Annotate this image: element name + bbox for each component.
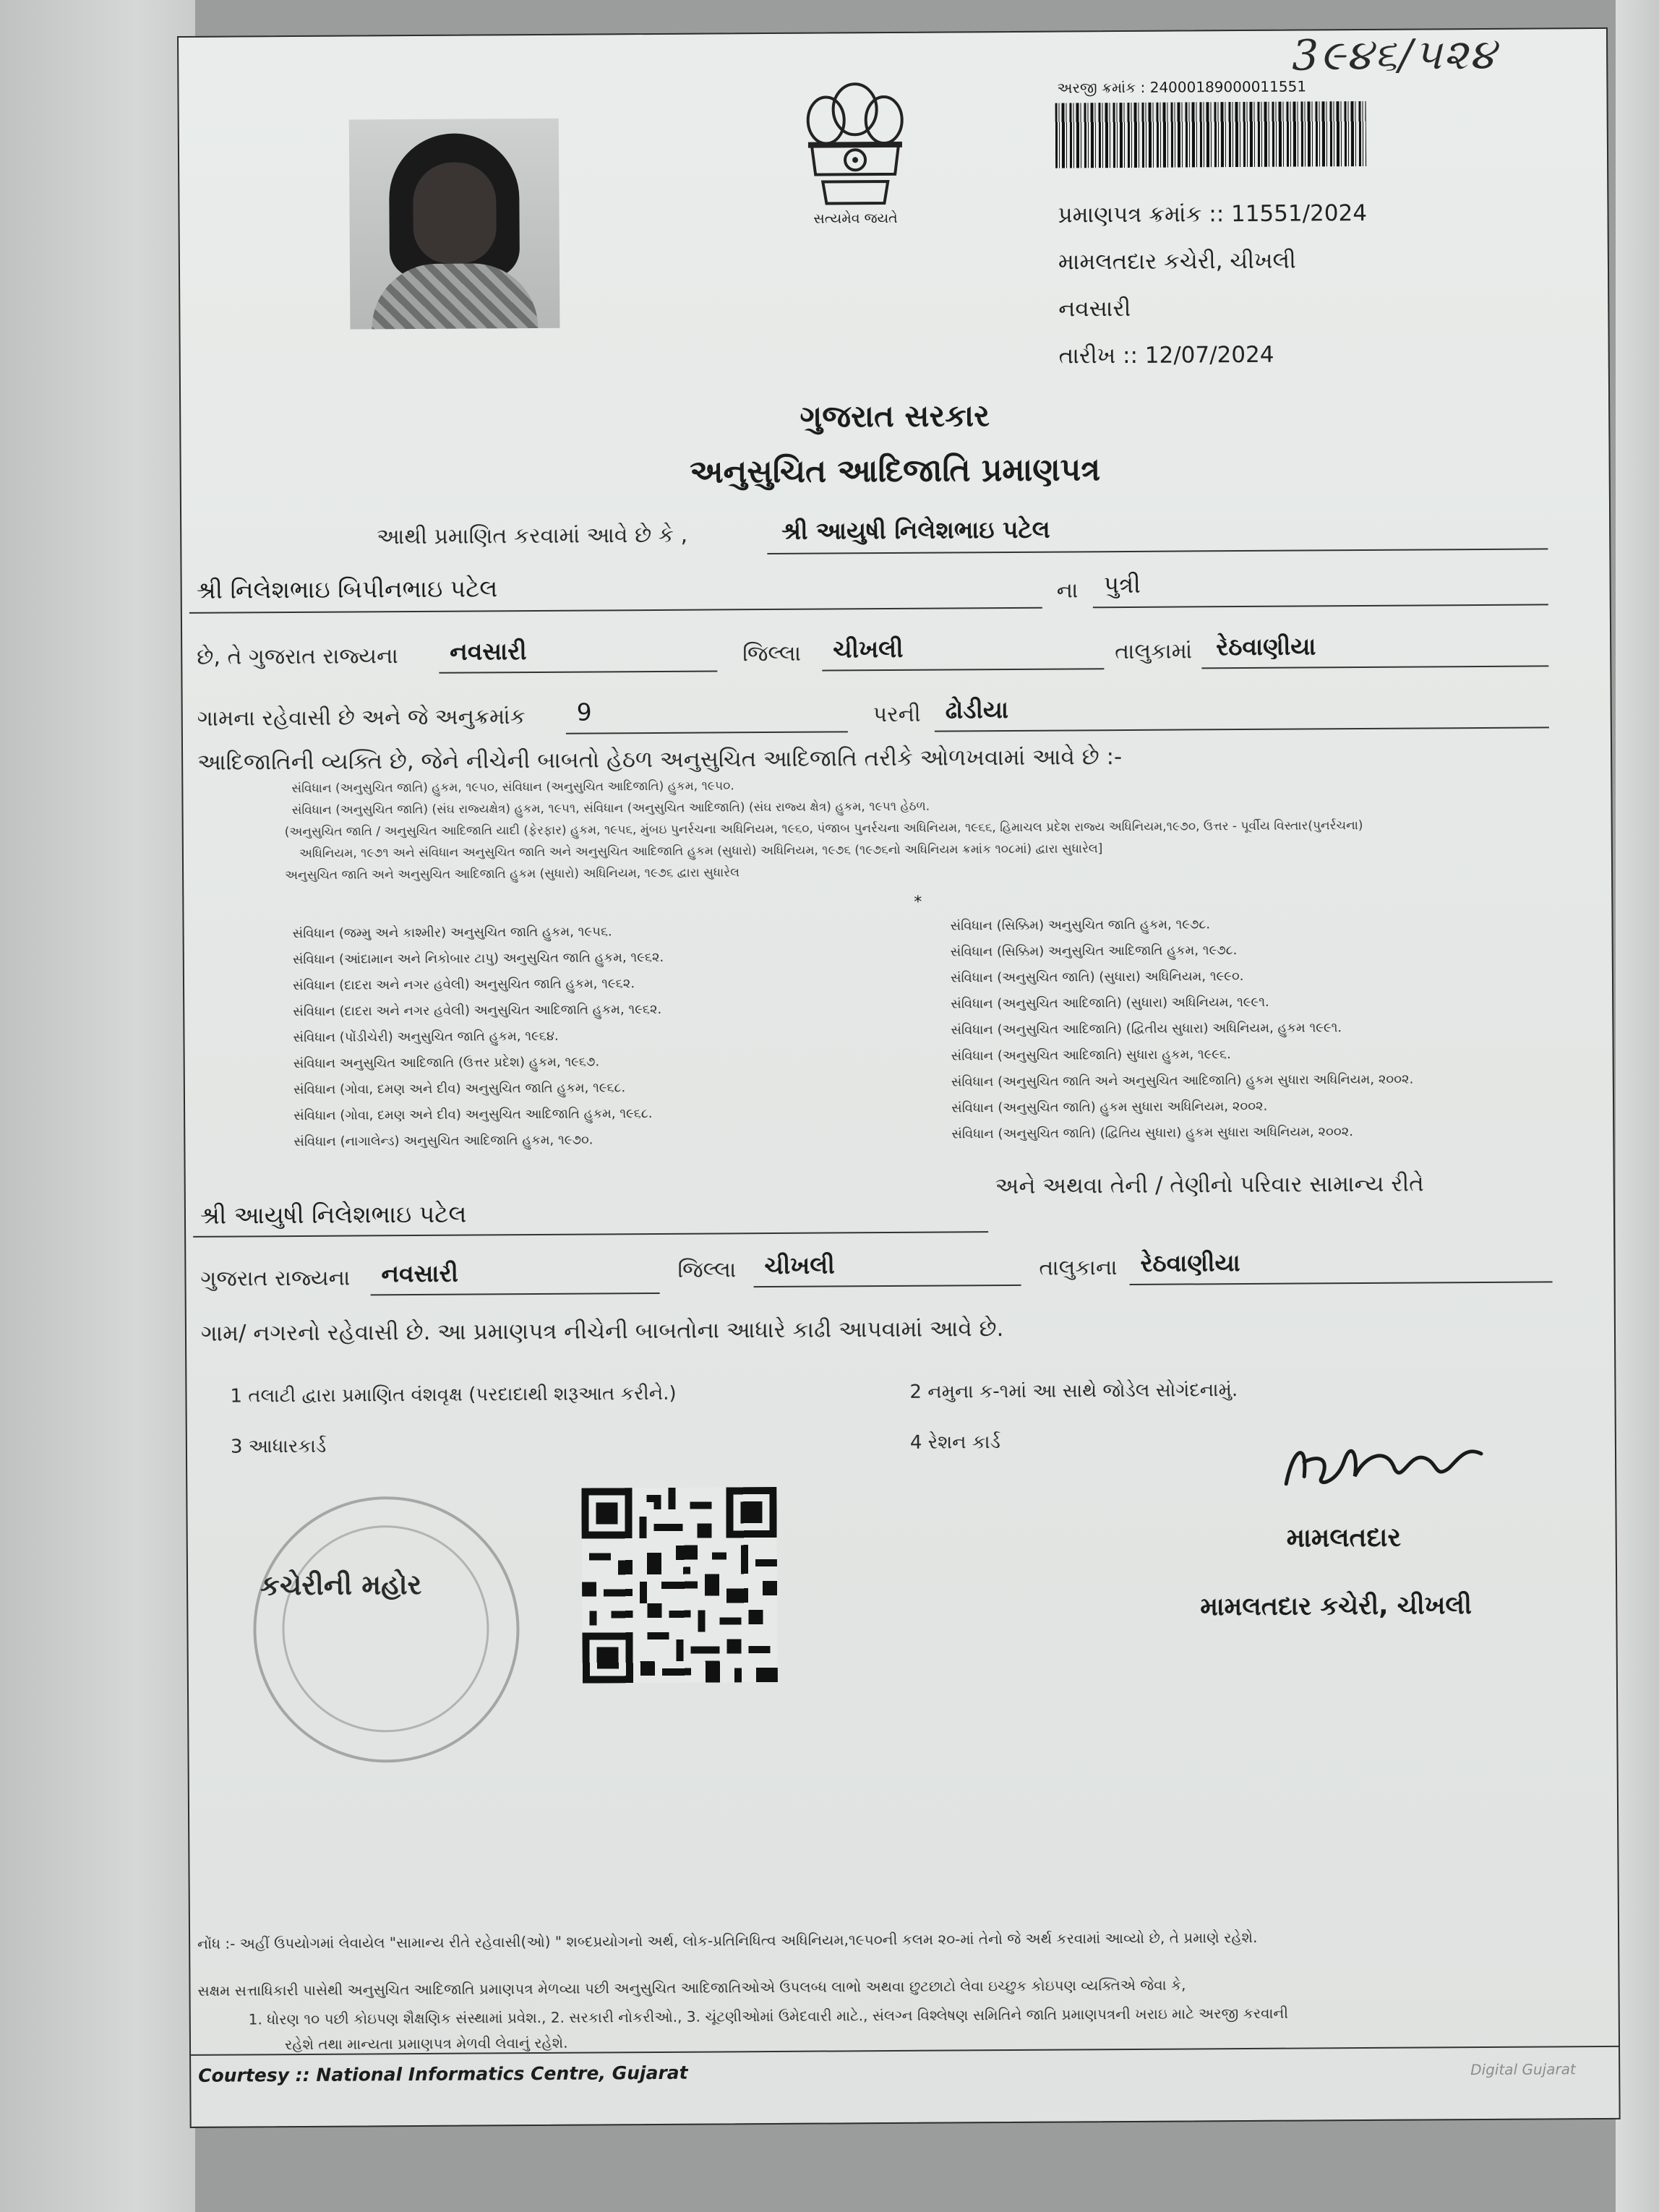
intro-label: આથી પ્રમાણિત કરવામાં આવે છે કે , (377, 522, 688, 550)
order-right-item: સંવિધાન (અનુસુચિત જાતિ અને અનુસુચિત આદિજાતિ) હુકમ સુધારા અધિનિયમ, ૨૦૦૨. (951, 1071, 1414, 1090)
signature (1279, 1425, 1496, 1506)
order-line: અધિનિયમ, ૧૯૭૧ અને સંવિધાન અનુસુચિત જાતિ અને અનુસુચિત આદિજાતિ હુકમ (સુધારો) અધિનિયમ, ૧૯૭૬ (૧૯૭૬નો અધિનિયમ ક્રમાંક ૧૦૮માં) દ્વારા સુધારેલ] (299, 841, 1103, 861)
order-line: સંવિધાન (અનુસુચિત જાતિ) (સંઘ રાજ્યક્ષેત્ર) હુકમ, ૧૯૫૧, સંવિધાન (અનુસુચિત આદિજાતિ) (સંઘ રાજ્ય ક્ષેત્ર) હુકમ, ૧૯૫૧ હેઠળ. (291, 799, 930, 818)
order-left-item: સંવિધાન (નાગાલેન્ડ) અનુસુચિત આદિજાતિ હુકમ, ૧૯૭૦. (293, 1132, 593, 1150)
father-name: શ્રી નિલેશભાઇ બિપીનભાઇ પટેલ (196, 574, 498, 604)
certificate-title: અનુસુચિત આદિજાતિ પ્રમાણપત્ર (689, 451, 1101, 491)
barcode (1055, 101, 1367, 168)
order-right-item: સંવિધાન (સિક્કિમ) અનુસુચિત જાતિ હુકમ, ૧૯૭૮. (950, 917, 1211, 934)
applicant-photo (349, 119, 560, 330)
order-left-item: સંવિધાન (ગોવા, દમણ અને દીવ) અનુસુચિત જાતિ હુકમ, ૧૯૬૮. (293, 1080, 626, 1098)
government-title: ગુજરાત સરકાર (800, 398, 990, 434)
order-left-item: સંવિધાન (જમ્મુ અને કાશ્મીર) અનુસુચિત જાતિ હુકમ, ૧૯૫૬. (292, 924, 612, 942)
orders-left-column (293, 924, 665, 1160)
residence-name: શ્રી આયુષી નિલેશભાઇ પટેલ (200, 1199, 467, 1230)
order-line: સંવિધાન (અનુસુચિત જાતિ) હુકમ, ૧૯૫૦, સંવિધાન (અનુસુચિત આદિજાતિ) હુકમ, ૧૯૫૦. (291, 779, 734, 797)
tribe-statement: આદિજાતિની વ્યક્તિ છે, જેને નીચેની બાબતો હેઠળ અનુસુચિત આદિજાતિ તરીકે ઓળખવામાં આવે છે :- (197, 744, 1123, 776)
order-right-item: સંવિધાન (અનુસુચિત આદિજાતિ) (સુધારા) અધિનિયમ, ૧૯૯૧. (951, 994, 1269, 1012)
tribe-name: ઢોડીયા (945, 695, 1009, 724)
document-item: 3 આધારકાર્ડ (230, 1435, 327, 1458)
order-right-item: સંવિધાન (અનુસુચિત આદિજાતિ) (દ્વિતીય સુધારા) અધિનિયમ, હુકમ ૧૯૯૧. (951, 1020, 1342, 1038)
basis-statement: ગામ/ નગરનો રહેવાસી છે. આ પ્રમાણપત્ર નીચેની બાબતોના આધારે કાઢી આપવામાં આવે છે. (200, 1316, 1004, 1347)
note-benefits: સક્ષમ સત્તાધિકારી પાસેથી અનુસુચિત આદિજાતિ પ્રમાણપત્ર મેળવ્યા પછી અનુસુચિત આદિજાતિઓએ ઉપલબ્ધ લાભો અથવા છુટછાટો લેવા ઇચ્છુક કોઇપણ વ્યક્તિએ જેવા કે, (197, 1976, 1186, 1999)
certificate-number: પ્રમાણપત્ર ક્રમાંક :: 11551/2024 (1058, 200, 1368, 228)
residence-taluka-label: તાલુકાના (1039, 1255, 1118, 1281)
handwritten-file-number: 3૯૪૬/૫૨૪ (1291, 29, 1497, 80)
order-right-item: સંવિધાન (સિક્કિમ) અનુસુચિત આદિજાતિ હુકમ, ૧૯૭૮. (950, 943, 1238, 960)
background-left (0, 0, 195, 2212)
document-item: 2 નમુના ક-૧માં આ સાથે જોડેલ સોગંદનામું. (909, 1379, 1238, 1403)
qr-code-icon (581, 1487, 778, 1684)
certificate-document (177, 27, 1621, 2128)
courtesy-text: Courtesy :: National Informatics Centre, Gujarat (198, 2062, 688, 2086)
constitution-orders (284, 775, 1363, 890)
note-continuation: રહેશે તથા માન્યતા પ્રમાણપત્ર મેળવી લેવાનું રહેશે. (284, 2033, 568, 2054)
residence-district-label: જિલ્લા (677, 1257, 737, 1283)
digital-gujarat-logo: Digital Gujarat (1470, 2060, 1576, 2079)
order-line: અનુસુચિત જાતિ અને અનુસુચિત આદિજાતિ હુકમ (સુધારો) અધિનિયમ, ૧૯૭૬ દ્વારા સુધારેલ (285, 865, 740, 883)
serial-number: 9 (576, 698, 592, 726)
application-number: અરજી ક્રમાંક : 24000189000011551 (1057, 77, 1307, 97)
district-label: જિલ્લા (742, 640, 802, 667)
note-list: 1. ધોરણ ૧૦ પછી કોઇપણ શૈક્ષણિક સંસ્થામાં પ્રવેશ., 2. સરકારી નોકરીઓ., 3. ચૂંટણીઓમાં ઉમેદવારી માટે., સંલગ્ન વિશ્લેષણ સમિતિને જાતિ પ્રમાણપત્રની ખરાઇ માટે અરજી કરવાની (248, 2004, 1289, 2028)
signatory-office: મામલતદાર કચેરી, ચીખલી (1200, 1591, 1472, 1622)
village-value: રેઠવાણીયા (1216, 632, 1316, 661)
order-left-item: સંવિધાન (દાદરા અને નગર હવેલી) અનુસુચિત જાતિ હુકમ, ૧૯૬૨. (292, 976, 635, 994)
taluka-value: ચીખલી (833, 634, 904, 664)
order-right-item: સંવિધાન (અનુસુચિત આદિજાતિ) સુધારા હુકમ, ૧૯૯૬. (951, 1047, 1231, 1064)
taluka-label: તાલુકામાં (1115, 638, 1193, 665)
issue-date: તારીખ :: 12/07/2024 (1058, 341, 1274, 369)
document-item: 4 રેશન કાર્ડ (909, 1431, 1000, 1454)
emblem-motto: સત્યમેવ જયતે (813, 210, 898, 227)
order-line: (અનુસુચિત જાતિ / અનુસુચિત આદિજાતિ યાદી (ફેરફાર) હુકમ, ૧૯૫૬, મુંબઇ પુનર્રચના અધિનિયમ, ૧૯૬૦, પંજાબ પુનર્રચના અધિનિયમ, ૧૯૬૬, હિમાચલ પ્રદેશ રાજ્ય અધિનિયમ,૧૯૭૦, ઉત્તર - પૂર્વીય વિસ્તાર(પુનર્રચના) (284, 818, 1363, 840)
order-right-item: સંવિધાન (અનુસુચિત જાતિ) (દ્વિતિય સુધારા) હુકમ સુધારા અધિનિયમ, ૨૦૦૨. (951, 1124, 1354, 1142)
issuing-office: મામલતદાર કચેરી, ચીખલી (1058, 247, 1296, 275)
residence-village-value: રેઠવાણીયા (1140, 1248, 1240, 1277)
order-right-item: સંવિધાન (અનુસુચિત જાતિ) (સુધારા) અધિનિયમ, ૧૯૯૦. (950, 969, 1244, 986)
district-value: નવસારી (450, 637, 527, 666)
issuing-district: નવસારી (1058, 295, 1131, 322)
relation: પુત્રી (1103, 570, 1141, 599)
family-label: અને અથવા તેની / તેણીનો પરિવાર સામાન્ય રીતે (995, 1170, 1424, 1200)
order-left-item: સંવિધાન (આંદામાન અને નિકોબાર ટાપુ) અનુસુચિત જાતિ હુકમ, ૧૯૬૨. (292, 949, 664, 968)
background-right (1616, 0, 1659, 2212)
applicant-name: શ્રી આયુષી નિલેશભાઇ પટેલ (781, 515, 1050, 545)
state-label: છે, તે ગુજરાત રાજ્યના (197, 643, 398, 670)
order-left-item: સંવિધાન (ગોવા, દમણ અને દીવ) અનુસુચિત આદિજાતિ હુકમ, ૧૯૬૮. (293, 1106, 653, 1124)
residence-state-label: ગુજરાત રાજ્યના (200, 1265, 351, 1292)
order-left-item: સંવિધાન (દાદરા અને નગર હવેલી) અનુસુચિત આદિજાતિ હુકમ, ૧૯૬૨. (293, 1001, 662, 1020)
signatory-title: મામલતદાર (1286, 1522, 1402, 1553)
order-right-item: સંવિધાન (અનુસુચિત જાતિ) હુકમ સુધારા અધિનિયમ, ૨૦૦૨. (951, 1098, 1268, 1116)
note-residence: નોંધ :- અહીં ઉપયોગમાં લેવાયેલ "સામાન્ય રીતે રહેવાસી(ઓ) " શબ્દપ્રયોગનો અર્થ, લોક-પ્રતિનિધિત્વ અધિનિયમ,૧૯૫૦ની કલમ ૨૦-માં તેનો જે અર્થ કરવામાં આવ્યો છે, તે પ્રમાણે રહેશે. (197, 1928, 1258, 1952)
office-seal-inner (282, 1525, 490, 1733)
of-label: ના (1056, 578, 1079, 604)
orders-right-column (950, 916, 1413, 1153)
seal-label: કચેરીની મહોર (260, 1568, 422, 1602)
resident-label: ગામના રહેવાસી છે અને જે અનુક્રમાંક (197, 704, 526, 732)
of-tribe-label: પરની (873, 701, 921, 728)
residence-district-value: નવસારી (381, 1259, 459, 1288)
order-left-item: સંવિધાન (પોંડીચેરી) અનુસુચિત જાતિ હુકમ, ૧૯૬૪. (293, 1028, 559, 1046)
document-item: 1 તલાટી દ્વારા પ્રમાણિત વંશવૃક્ષ (પરદાદાથી શરૂઆત કરીને.) (230, 1382, 677, 1407)
order-left-item: સંવિધાન અનુસુચિત આદિજાતિ (ઉત્તર પ્રદેશ) હુકમ, ૧૯૬૭. (293, 1054, 600, 1072)
asterisk-mark: * (914, 893, 922, 912)
residence-taluka-value: ચીખલી (764, 1251, 835, 1280)
